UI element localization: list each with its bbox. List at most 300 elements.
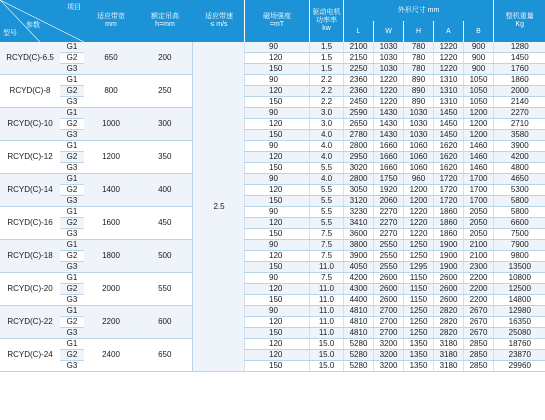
dim-l-cell: 3020 <box>344 163 374 174</box>
grade-cell: G2 <box>60 185 84 196</box>
weight-cell: 7900 <box>494 240 545 251</box>
grade-cell: G2 <box>60 86 84 97</box>
motor-power-cell: 7.5 <box>310 240 344 251</box>
dim-a-cell: 1900 <box>434 262 464 273</box>
dim-h-cell: 1060 <box>404 152 434 163</box>
dim-b-cell: 2200 <box>464 284 494 295</box>
field-strength-cell: 120 <box>245 86 310 97</box>
table-row <box>0 42 246 53</box>
weight-cell: 18760 <box>494 339 545 350</box>
dim-h-cell: 1350 <box>404 361 434 372</box>
field-strength-cell: 150 <box>245 361 310 372</box>
dim-a-cell: 1220 <box>434 53 464 64</box>
field-strength-cell: 90 <box>245 306 310 317</box>
dim-a-cell: 2820 <box>434 328 464 339</box>
grade-cell: G1 <box>60 141 84 152</box>
dim-h-cell: 1350 <box>404 339 434 350</box>
field-strength-cell: 120 <box>245 218 310 229</box>
dim-b-cell: 2300 <box>464 262 494 273</box>
dim-h-cell: 890 <box>404 75 434 86</box>
dim-l-cell: 4050 <box>344 262 374 273</box>
dim-l-cell: 3050 <box>344 185 374 196</box>
dim-a-cell: 3180 <box>434 361 464 372</box>
dim-l-cell: 3800 <box>344 240 374 251</box>
dim-b-cell: 2850 <box>464 361 494 372</box>
dim-b-cell: 2100 <box>464 251 494 262</box>
dim-b-cell: 1050 <box>464 75 494 86</box>
table-row <box>245 75 545 86</box>
dim-a-cell: 1310 <box>434 75 464 86</box>
model-name: RCYD(C)-20 <box>0 273 60 306</box>
motor-power-cell: 15.0 <box>310 361 344 372</box>
dim-a-cell: 2820 <box>434 317 464 328</box>
dim-h-cell: 960 <box>404 174 434 185</box>
weight-cell: 1280 <box>494 42 545 53</box>
dim-w-cell: 1660 <box>374 163 404 174</box>
dim-w-cell: 1220 <box>374 75 404 86</box>
spec-table-left <box>0 0 247 372</box>
weight-cell: 9800 <box>494 251 545 262</box>
dim-h-cell: 1220 <box>404 218 434 229</box>
motor-power-cell: 5.5 <box>310 207 344 218</box>
grade-cell: G2 <box>60 119 84 130</box>
dim-b-cell: 2200 <box>464 273 494 284</box>
table-row <box>245 240 545 251</box>
dim-l-cell: 2150 <box>344 53 374 64</box>
dim-w-cell: 1660 <box>374 141 404 152</box>
field-strength-cell: 150 <box>245 229 310 240</box>
belt-width-cell: 1000 <box>84 108 138 141</box>
dim-h-cell: 1060 <box>404 141 434 152</box>
dim-l-cell: 4810 <box>344 328 374 339</box>
dim-h-cell: 1295 <box>404 262 434 273</box>
dim-b-cell: 2850 <box>464 339 494 350</box>
dim-w-cell: 2600 <box>374 273 404 284</box>
dim-b-cell: 900 <box>464 53 494 64</box>
weight-cell: 10800 <box>494 273 545 284</box>
dim-w-cell: 3200 <box>374 350 404 361</box>
dim-l-cell: 3410 <box>344 218 374 229</box>
field-strength-header: 磁场强度 =mT <box>245 0 310 42</box>
grade-cell: G1 <box>60 75 84 86</box>
motor-power-cell: 11.0 <box>310 328 344 339</box>
weight-cell: 25080 <box>494 328 545 339</box>
hoist-height-header: 额定吊高 h=mm <box>138 0 192 42</box>
dim-h-cell: 1030 <box>404 108 434 119</box>
dim-w-cell: 2600 <box>374 295 404 306</box>
motor-power-cell: 5.5 <box>310 218 344 229</box>
dim-h-cell: 1220 <box>404 229 434 240</box>
belt-width-cell: 1400 <box>84 174 138 207</box>
hoist-height-cell: 500 <box>138 240 192 273</box>
weight-cell: 2140 <box>494 97 545 108</box>
table-row <box>245 196 545 207</box>
dim-w-cell: 2270 <box>374 218 404 229</box>
weight-cell: 13500 <box>494 262 545 273</box>
dim-w-cell: 2270 <box>374 207 404 218</box>
dim-b-cell: 1700 <box>464 174 494 185</box>
dim-l-cell: 2780 <box>344 130 374 141</box>
field-strength-cell: 120 <box>245 251 310 262</box>
dim-w-cell: 3200 <box>374 339 404 350</box>
motor-power-cell: 15.0 <box>310 339 344 350</box>
field-strength-cell: 90 <box>245 240 310 251</box>
dim-a-cell: 1720 <box>434 174 464 185</box>
motor-power-cell: 4.0 <box>310 174 344 185</box>
table-row <box>245 64 545 75</box>
dim-w-cell: 1430 <box>374 108 404 119</box>
hoist-height-cell: 400 <box>138 174 192 207</box>
corner-item-label: 项目 <box>67 4 81 11</box>
dim-l-cell: 2800 <box>344 174 374 185</box>
field-strength-cell: 120 <box>245 339 310 350</box>
weight-cell: 2270 <box>494 108 545 119</box>
weight-cell: 3900 <box>494 141 545 152</box>
grade-cell: G1 <box>60 273 84 284</box>
dim-h-cell: 1200 <box>404 185 434 196</box>
field-strength-cell: 90 <box>245 141 310 152</box>
motor-power-cell: 2.2 <box>310 86 344 97</box>
field-strength-cell: 120 <box>245 185 310 196</box>
grade-cell: G3 <box>60 361 84 372</box>
table-row <box>245 317 545 328</box>
dim-b-cell: 2850 <box>464 350 494 361</box>
dim-b-cell: 1200 <box>464 119 494 130</box>
table-row <box>245 350 545 361</box>
dim-l-cell: 2800 <box>344 141 374 152</box>
grade-cell: G3 <box>60 163 84 174</box>
motor-power-cell: 5.5 <box>310 185 344 196</box>
grade-cell: G2 <box>60 317 84 328</box>
dim-w-cell: 2700 <box>374 328 404 339</box>
dim-l-cell: 4810 <box>344 306 374 317</box>
field-strength-cell: 90 <box>245 207 310 218</box>
grade-cell: G2 <box>60 350 84 361</box>
grade-cell: G1 <box>60 174 84 185</box>
field-strength-cell: 120 <box>245 350 310 361</box>
grade-cell: G2 <box>60 152 84 163</box>
motor-power-cell: 5.5 <box>310 196 344 207</box>
weight-cell: 1450 <box>494 53 545 64</box>
dim-a-cell: 1220 <box>434 64 464 75</box>
dim-a-cell: 1860 <box>434 207 464 218</box>
dim-h-cell: 1220 <box>404 207 434 218</box>
motor-power-cell: 5.5 <box>310 163 344 174</box>
dim-h-cell: 1250 <box>404 317 434 328</box>
field-strength-cell: 150 <box>245 262 310 273</box>
hoist-height-cell: 300 <box>138 108 192 141</box>
grade-cell: G3 <box>60 196 84 207</box>
table-row <box>245 306 545 317</box>
dim-l-cell: 3900 <box>344 251 374 262</box>
dim-h-cell: 1250 <box>404 328 434 339</box>
dim-a-cell: 2820 <box>434 306 464 317</box>
dim-b-cell: 900 <box>464 64 494 75</box>
dim-w-cell: 1430 <box>374 130 404 141</box>
corner-param-label: 参数 <box>26 22 40 29</box>
dim-a-cell: 2600 <box>434 273 464 284</box>
dim-h-cell: 1150 <box>404 284 434 295</box>
table-row <box>245 119 545 130</box>
dim-w-cell: 1750 <box>374 174 404 185</box>
motor-power-cell: 7.5 <box>310 251 344 262</box>
dim-l-cell: 2950 <box>344 152 374 163</box>
dim-w-cell: 2060 <box>374 196 404 207</box>
dim-b-cell: 2050 <box>464 207 494 218</box>
dim-l-cell: 5280 <box>344 361 374 372</box>
field-strength-cell: 120 <box>245 119 310 130</box>
belt-width-cell: 2000 <box>84 273 138 306</box>
weight-cell: 4800 <box>494 163 545 174</box>
weight-cell: 4200 <box>494 152 545 163</box>
motor-power-cell: 11.0 <box>310 284 344 295</box>
dim-l-cell: 2590 <box>344 108 374 119</box>
motor-power-cell: 7.5 <box>310 229 344 240</box>
table-row <box>245 163 545 174</box>
field-strength-cell: 150 <box>245 97 310 108</box>
belt-width-cell: 1200 <box>84 141 138 174</box>
dim-l-cell: 4200 <box>344 273 374 284</box>
field-strength-cell: 90 <box>245 42 310 53</box>
grade-cell: G1 <box>60 306 84 317</box>
dim-h-cell: 1060 <box>404 163 434 174</box>
grade-cell: G1 <box>60 207 84 218</box>
dim-l-cell: 4810 <box>344 317 374 328</box>
dim-col-header: W <box>374 21 404 42</box>
table-row <box>245 86 545 97</box>
weight-cell: 12980 <box>494 306 545 317</box>
belt-width-cell: 800 <box>84 75 138 108</box>
dim-b-cell: 1460 <box>464 163 494 174</box>
dim-b-cell: 1460 <box>464 141 494 152</box>
dim-b-cell: 2200 <box>464 295 494 306</box>
field-strength-cell: 150 <box>245 196 310 207</box>
dim-h-cell: 890 <box>404 86 434 97</box>
field-strength-cell: 90 <box>245 174 310 185</box>
weight-cell: 2000 <box>494 86 545 97</box>
weight-cell: 12500 <box>494 284 545 295</box>
dim-b-cell: 2670 <box>464 306 494 317</box>
dim-h-cell: 1150 <box>404 273 434 284</box>
dim-w-cell: 1030 <box>374 42 404 53</box>
motor-power-cell: 11.0 <box>310 262 344 273</box>
belt-width-header: 适应带宽 mm <box>84 0 138 42</box>
field-strength-cell: 120 <box>245 53 310 64</box>
dim-b-cell: 1050 <box>464 97 494 108</box>
weight-cell: 6600 <box>494 218 545 229</box>
dim-a-cell: 1310 <box>434 86 464 97</box>
grade-cell: G3 <box>60 328 84 339</box>
belt-speed-cell: 2.5 <box>192 42 246 372</box>
table-row <box>245 339 545 350</box>
model-name: RCYD(C)-24 <box>0 339 60 372</box>
belt-speed-header: 适应带速 ≤ m/s <box>192 0 246 42</box>
dim-a-cell: 1310 <box>434 97 464 108</box>
dim-a-cell: 1860 <box>434 229 464 240</box>
weight-cell: 1760 <box>494 64 545 75</box>
dim-col-header: L <box>344 21 374 42</box>
dim-l-cell: 2250 <box>344 64 374 75</box>
motor-power-cell: 11.0 <box>310 317 344 328</box>
motor-power-cell: 2.2 <box>310 97 344 108</box>
field-strength-cell: 150 <box>245 64 310 75</box>
table-row <box>245 141 545 152</box>
dim-a-cell: 2600 <box>434 284 464 295</box>
dim-h-cell: 1030 <box>404 130 434 141</box>
weight-cell: 16350 <box>494 317 545 328</box>
model-name: RCYD(C)-16 <box>0 207 60 240</box>
table-row <box>245 295 545 306</box>
dim-b-cell: 2050 <box>464 229 494 240</box>
dim-l-cell: 3230 <box>344 207 374 218</box>
dim-a-cell: 1220 <box>434 42 464 53</box>
dim-l-cell: 2450 <box>344 97 374 108</box>
dim-b-cell: 2100 <box>464 240 494 251</box>
table-row <box>245 97 545 108</box>
weight-cell: 7500 <box>494 229 545 240</box>
field-strength-cell: 90 <box>245 108 310 119</box>
dim-w-cell: 1920 <box>374 185 404 196</box>
motor-power-cell: 3.0 <box>310 108 344 119</box>
motor-power-cell: 1.5 <box>310 53 344 64</box>
weight-cell: 14800 <box>494 295 545 306</box>
dim-h-cell: 1200 <box>404 196 434 207</box>
motor-power-cell: 3.0 <box>310 119 344 130</box>
dim-h-cell: 780 <box>404 64 434 75</box>
motor-power-cell: 11.0 <box>310 295 344 306</box>
dim-b-cell: 2670 <box>464 328 494 339</box>
table-row <box>245 174 545 185</box>
motor-power-header: 驱动电机 功率率 kw <box>310 0 344 42</box>
dim-l-cell: 2650 <box>344 119 374 130</box>
field-strength-cell: 120 <box>245 284 310 295</box>
dim-b-cell: 1200 <box>464 108 494 119</box>
field-strength-cell: 120 <box>245 152 310 163</box>
table-row <box>245 229 545 240</box>
dim-h-cell: 890 <box>404 97 434 108</box>
table-row <box>245 218 545 229</box>
field-strength-cell: 120 <box>245 317 310 328</box>
motor-power-cell: 1.5 <box>310 64 344 75</box>
table-row <box>245 284 545 295</box>
model-name: RCYD(C)-14 <box>0 174 60 207</box>
dim-col-header: H <box>404 21 434 42</box>
belt-width-cell: 1800 <box>84 240 138 273</box>
dim-l-cell: 3120 <box>344 196 374 207</box>
grade-cell: G1 <box>60 240 84 251</box>
dim-a-cell: 1620 <box>434 141 464 152</box>
dim-a-cell: 1720 <box>434 196 464 207</box>
dim-h-cell: 1030 <box>404 119 434 130</box>
motor-power-cell: 11.0 <box>310 306 344 317</box>
weight-cell: 4650 <box>494 174 545 185</box>
dim-h-cell: 1250 <box>404 306 434 317</box>
dim-h-cell: 780 <box>404 53 434 64</box>
grade-cell: G2 <box>60 284 84 295</box>
table-row <box>245 361 545 372</box>
dim-w-cell: 1030 <box>374 53 404 64</box>
grade-cell: G3 <box>60 97 84 108</box>
dim-a-cell: 1620 <box>434 163 464 174</box>
table-row <box>245 207 545 218</box>
grade-cell: G3 <box>60 262 84 273</box>
dim-b-cell: 1200 <box>464 130 494 141</box>
model-name: RCYD(C)-10 <box>0 108 60 141</box>
dim-a-cell: 3180 <box>434 350 464 361</box>
belt-width-cell: 2400 <box>84 339 138 372</box>
dim-l-cell: 5280 <box>344 350 374 361</box>
dim-w-cell: 2600 <box>374 284 404 295</box>
table-row <box>245 251 545 262</box>
dim-a-cell: 1900 <box>434 251 464 262</box>
table-row <box>245 328 545 339</box>
hoist-height-cell: 650 <box>138 339 192 372</box>
dim-h-cell: 1350 <box>404 350 434 361</box>
dim-w-cell: 1430 <box>374 119 404 130</box>
dim-w-cell: 3200 <box>374 361 404 372</box>
grade-cell: G3 <box>60 229 84 240</box>
grade-cell: G2 <box>60 53 84 64</box>
dim-w-cell: 1660 <box>374 152 404 163</box>
dim-w-cell: 2270 <box>374 229 404 240</box>
table-row <box>245 42 545 53</box>
dim-a-cell: 3180 <box>434 339 464 350</box>
model-name: RCYD(C)-12 <box>0 141 60 174</box>
table-row <box>245 130 545 141</box>
weight-cell: 5800 <box>494 207 545 218</box>
dim-a-cell: 1620 <box>434 152 464 163</box>
table-row <box>245 262 545 273</box>
model-name: RCYD(C)-8 <box>0 75 60 108</box>
dim-w-cell: 1220 <box>374 86 404 97</box>
dim-w-cell: 2700 <box>374 317 404 328</box>
dim-l-cell: 2360 <box>344 86 374 97</box>
motor-power-cell: 4.0 <box>310 130 344 141</box>
belt-width-cell: 650 <box>84 42 138 75</box>
field-strength-cell: 150 <box>245 328 310 339</box>
field-strength-cell: 90 <box>245 273 310 284</box>
table-row <box>245 108 545 119</box>
table-row <box>245 152 545 163</box>
dim-h-cell: 780 <box>404 42 434 53</box>
table-row <box>245 185 545 196</box>
weight-cell: 5800 <box>494 196 545 207</box>
motor-power-cell: 4.0 <box>310 141 344 152</box>
dim-h-cell: 1150 <box>404 295 434 306</box>
table-row <box>245 53 545 64</box>
grade-cell: G1 <box>60 108 84 119</box>
motor-power-cell: 4.0 <box>310 152 344 163</box>
dim-a-cell: 1450 <box>434 130 464 141</box>
weight-cell: 3580 <box>494 130 545 141</box>
field-strength-cell: 150 <box>245 295 310 306</box>
hoist-height-cell: 250 <box>138 75 192 108</box>
motor-power-cell: 2.2 <box>310 75 344 86</box>
field-strength-cell: 90 <box>245 75 310 86</box>
weight-cell: 1860 <box>494 75 545 86</box>
grade-cell: G2 <box>60 218 84 229</box>
dim-w-cell: 2550 <box>374 262 404 273</box>
grade-cell: G3 <box>60 130 84 141</box>
motor-power-cell: 7.5 <box>310 273 344 284</box>
weight-cell: 29960 <box>494 361 545 372</box>
grade-cell: G3 <box>60 295 84 306</box>
grade-cell: G2 <box>60 251 84 262</box>
dim-w-cell: 2550 <box>374 251 404 262</box>
dim-b-cell: 2050 <box>464 218 494 229</box>
field-strength-cell: 150 <box>245 130 310 141</box>
weight-cell: 5300 <box>494 185 545 196</box>
